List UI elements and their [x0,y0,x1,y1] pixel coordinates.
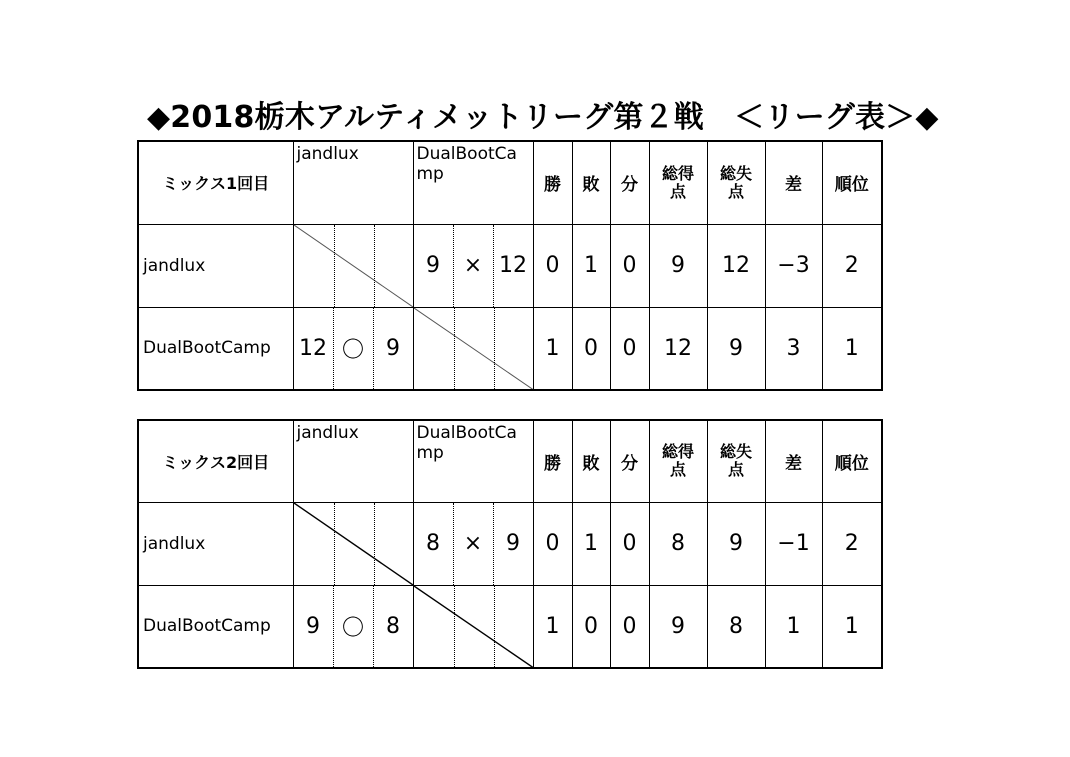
points-for-header: 総得点 [649,420,707,502]
points-for-header: 総得点 [649,141,707,224]
loss-count: 0 [572,585,610,668]
draw-header: 分 [610,141,649,224]
point-diff: 3 [765,307,822,390]
diagonal-line [294,225,413,307]
opp-score: 9 [373,307,413,390]
table-row [138,224,882,307]
point-diff: −3 [765,224,822,307]
header-row [138,420,882,502]
points-against-header: 総失点 [707,141,765,224]
diagonal-cell [293,502,413,585]
points-for: 12 [649,307,707,390]
table-row [138,502,882,585]
rank: 1 [822,585,882,668]
rank-header: 順位 [822,420,882,502]
diff-header: 差 [765,141,822,224]
loss-header: 敗 [572,141,610,224]
points-against: 9 [707,502,765,585]
points-for: 8 [649,502,707,585]
win-header: 勝 [533,420,572,502]
team-name: jandlux [138,224,293,307]
opponent-header-jandlux: jandlux [293,141,413,224]
diagonal-cell [293,224,413,307]
rank: 2 [822,224,882,307]
win-count: 1 [533,585,572,668]
diagonal-line [294,503,413,585]
opp-score: 9 [493,502,533,585]
win-count: 1 [533,307,572,390]
points-for: 9 [649,224,707,307]
draw-count: 0 [610,307,649,390]
opp-score: 8 [373,585,413,668]
opponent-header-dualbootcamp: DualBootCamp [413,141,533,224]
rank: 2 [822,502,882,585]
point-diff: −1 [765,502,822,585]
table-row [138,585,882,668]
diagonal-line [414,586,533,668]
team-name: DualBootCamp [138,585,293,668]
page-title: ◆2018栃木アルティメットリーグ第２戦 ＜リーグ表＞◆ [147,100,939,135]
loss-count: 0 [572,307,610,390]
loss-count: 1 [572,224,610,307]
points-against: 12 [707,224,765,307]
table-label: ミックス2回目 [138,420,293,502]
own-score: 12 [293,307,333,390]
win-count: 0 [533,224,572,307]
header-row [138,141,882,224]
draw-header: 分 [610,420,649,502]
win-count: 0 [533,502,572,585]
own-score: 9 [293,585,333,668]
draw-count: 0 [610,585,649,668]
opponent-header-jandlux: jandlux [293,420,413,502]
own-score: 8 [413,502,453,585]
diagonal-cell [413,585,533,668]
rank: 1 [822,307,882,390]
team-name: jandlux [138,502,293,585]
draw-count: 0 [610,224,649,307]
table-row [138,307,882,390]
rank-header: 順位 [822,141,882,224]
league-table-2 [137,419,883,669]
points-against: 8 [707,585,765,668]
loss-header: 敗 [572,420,610,502]
opp-score: 12 [493,224,533,307]
diff-header: 差 [765,420,822,502]
diagonal-cell [413,307,533,390]
table-label: ミックス1回目 [138,141,293,224]
opponent-header-dualbootcamp: DualBootCamp [413,420,533,502]
team-name: DualBootCamp [138,307,293,390]
draw-count: 0 [610,502,649,585]
points-for: 9 [649,585,707,668]
result-mark: 〇 [333,307,373,390]
loss-count: 1 [572,502,610,585]
win-header: 勝 [533,141,572,224]
result-mark: 〇 [333,585,373,668]
result-mark: × [453,502,493,585]
league-table-1 [137,140,883,391]
own-score: 9 [413,224,453,307]
result-mark: × [453,224,493,307]
diagonal-line [414,308,533,390]
point-diff: 1 [765,585,822,668]
points-against: 9 [707,307,765,390]
points-against-header: 総失点 [707,420,765,502]
